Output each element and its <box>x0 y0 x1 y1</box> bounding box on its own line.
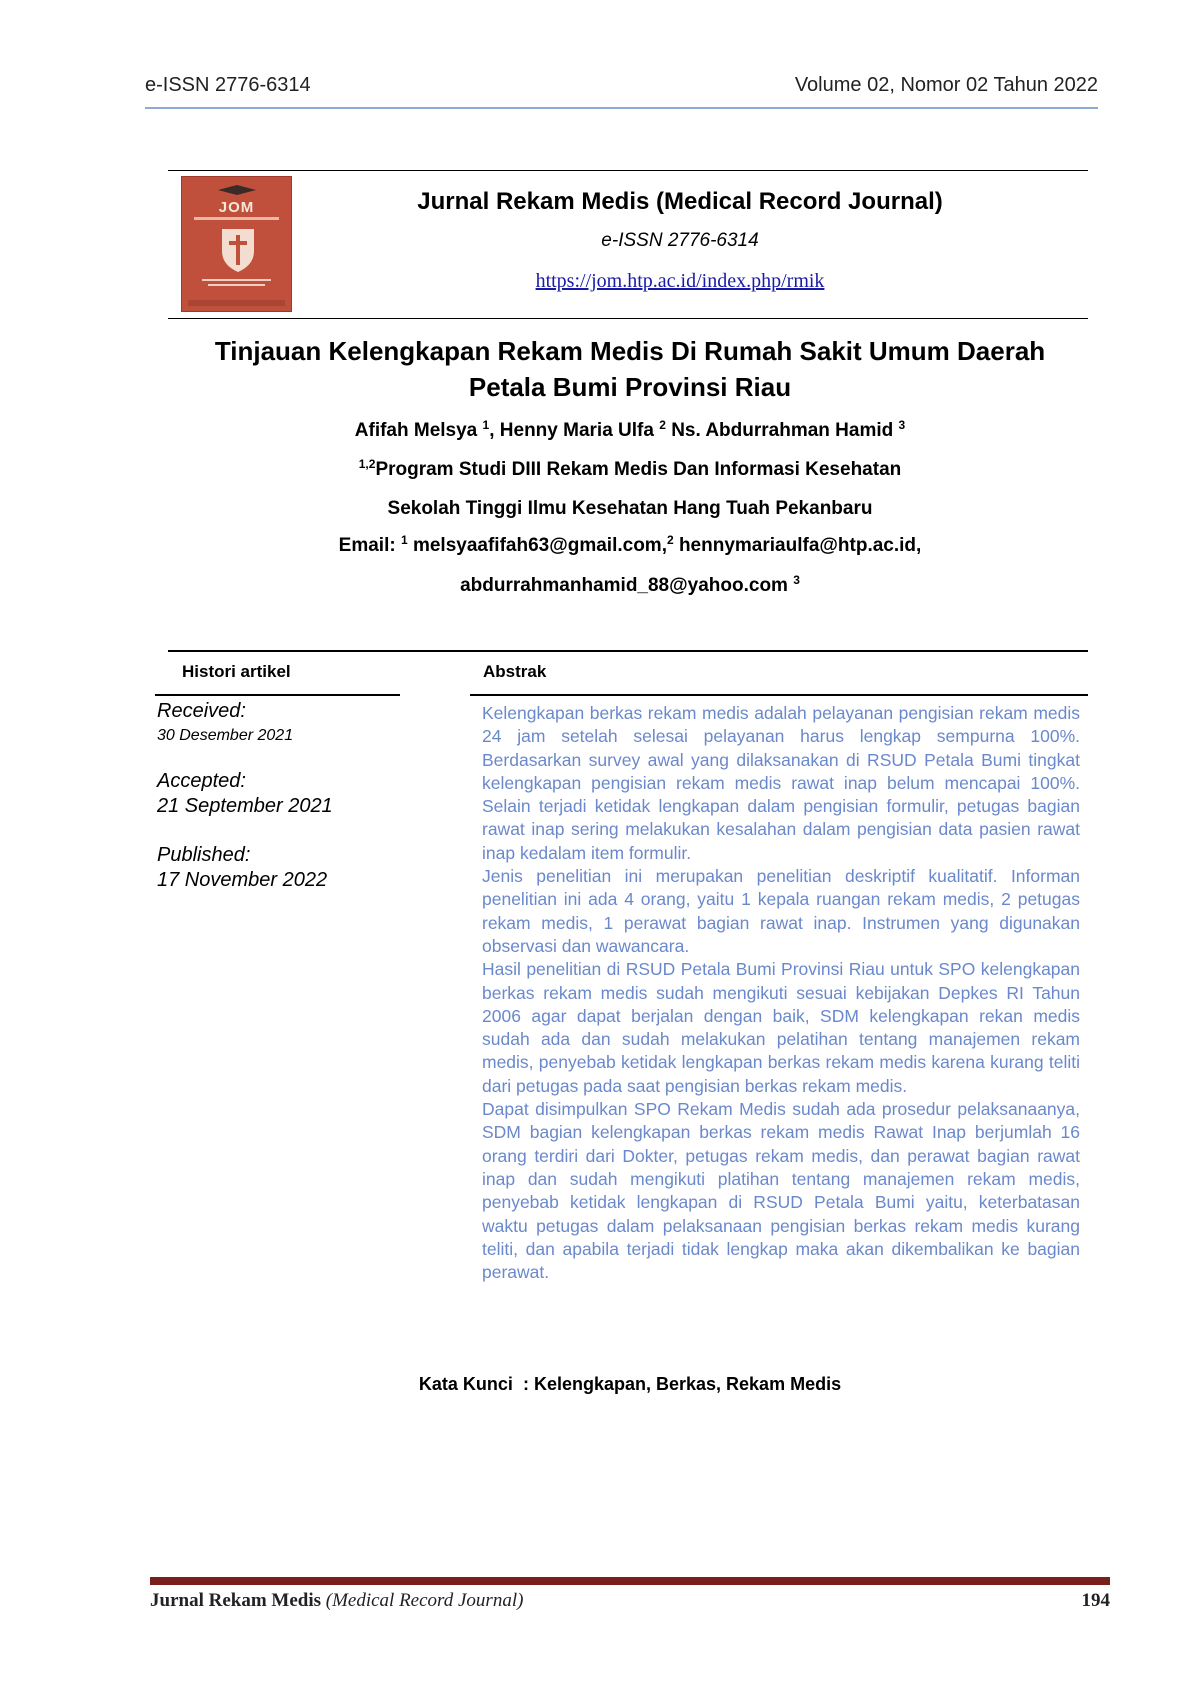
abstract-paragraph: Hasil penelitian di RSUD Petala Bumi Provinsi Riau untuk SPO kelengkapan berkas rekam medis sudah mengikuti sesuai kebijakan Depkes RI Tahun 2006 agar dapat berjalan dengan baik, SDM kelengkapan rekan medis sudah ada dan sudah melakukan pelatihan tentang manajemen rekam medis, penyebab ketidak lengkapan berkas rekam medis karena kurang teliti dari petugas pada saat pengisian berkas rekam medis. <box>482 959 1080 1096</box>
journal-cover-image <box>181 176 292 312</box>
paper-title-line: Petala Bumi Provinsi Riau <box>468 372 792 402</box>
abstract-heading-rule <box>470 694 1088 696</box>
published-date: 17 November 2022 <box>157 869 328 891</box>
cover-text-line <box>202 279 271 281</box>
footer-journal: Jurnal Rekam Medis <box>150 1590 321 1611</box>
running-header-volume: Volume 02, Nomor 02 Tahun 2022 <box>794 74 1098 96</box>
abstract-paragraph: Kelengkapan berkas rekam medis adalah pelayanan pengisian rekam medis 24 jam setelah selesai pelayanan harus lengkap sempurna 100%. Berdasarkan survey awal yang dilaksanakan di RSUD Petala Bumi tingkat kelengkapan pengisian rekam medis rawat inap belum mencapai 100%. Selain terjadi ketidak lengkapan dalam pengisian formulir, petugas bagian rawat inap sering melakukan kesalahan dalam pengisian data pasien rawat inap kedalam item formulir. <box>482 703 1080 863</box>
author-name: Ns. Abdurrahman Hamid <box>671 420 894 441</box>
abstract-body <box>482 702 1080 1284</box>
footer-rule <box>150 1577 1110 1585</box>
shield-emblem-icon <box>218 227 258 273</box>
keywords-value: Kelengkapan, Berkas, Rekam Medis <box>533 1374 842 1394</box>
abstract-paragraph: Jenis penelitian ini merupakan penelitian deskriptif kualitatif. Informan penelitian ini ada 4 orang, yaitu 1 kepala ruangan rekam medis, 2 petugas rekam medis, 1 perawat bagian rawat inap. Instrumen yang digunakan observasi dan wawancara. <box>482 866 1080 956</box>
masthead-bottom-rule <box>168 318 1088 319</box>
paper-title <box>150 333 1110 405</box>
keywords-label: Kata Kunci <box>418 1374 513 1394</box>
author-name: Afifah Melsya <box>354 420 478 441</box>
abstract-heading: Abstrak <box>483 662 547 681</box>
received-block <box>157 700 457 745</box>
masthead-top-rule <box>168 170 1088 171</box>
email-superscript: 3 <box>793 573 800 587</box>
history-heading: Histori artikel <box>182 662 291 681</box>
affiliation-text: Program Studi DIII Rekam Medis Dan Informasi Kesehatan <box>375 459 902 480</box>
history-heading-rule <box>155 694 400 696</box>
published-block <box>157 844 457 892</box>
running-header-issn: e-ISSN 2776-6314 <box>145 74 311 96</box>
email-label: Email: <box>338 535 396 556</box>
accepted-label: Accepted: <box>157 770 246 792</box>
cover-footer-band <box>188 300 285 306</box>
keywords-line <box>150 1374 1110 1395</box>
affiliation-superscript: 1,2 <box>358 457 376 471</box>
received-date: 30 Desember 2021 <box>157 727 294 744</box>
footer-journal-name <box>150 1590 523 1612</box>
journal-title: Jurnal Rekam Medis (Medical Record Journal) <box>417 188 943 215</box>
affiliation-program <box>150 459 1110 481</box>
graduation-cap-icon <box>218 185 256 195</box>
journal-url-link[interactable]: https://jom.htp.ac.id/index.php/rmik <box>535 270 825 292</box>
page-number: 194 <box>1081 1590 1110 1611</box>
email-superscript: 2 <box>666 533 674 547</box>
email-address[interactable]: hennymariaulfa@htp.ac.id, <box>678 535 922 556</box>
email-line <box>150 535 1110 557</box>
cover-label: JOM <box>218 199 255 216</box>
author-superscript: 3 <box>898 418 906 432</box>
info-table-top-rule <box>168 650 1088 652</box>
email-address[interactable]: abdurrahmanhamid_88@yahoo.com <box>460 575 788 596</box>
abstract-paragraph: Dapat disimpulkan SPO Rekam Medis sudah ada prosedur pelaksanaanya, SDM bagian kelengkapan berkas rekam medis Rawat Inap berjumlah 16 orang terdiri dari Dokter, petugas rekam medis, dan perawat bagian rawat inap dan sudah mengikuti platihan tentang manajemen rekam medis, penyebab ketidak lengkapan di RSUD Petala Bumi yaitu, keterbatasan waktu petugas dalam pelaksanaan pengisian berkas rekam medis kurang teliti, dan apabila terjadi tidak lengkap maka akan dikembalikan ke bagian perawat. <box>482 1099 1080 1283</box>
author-list: Afifah Melsya $^1$, Henny Maria Ulfa $^2$ Ns. Abdurrahman Hamid $^3$ <box>354 418 906 441</box>
accepted-block <box>157 770 457 818</box>
email-superscript: 1 <box>400 533 408 547</box>
received-label: Received: <box>157 700 246 722</box>
affiliation-institution: Sekolah Tinggi Ilmu Kesehatan Hang Tuah Pekanbaru <box>387 498 873 519</box>
footer-journal-italic: (Medical Record Journal) <box>325 1590 524 1611</box>
keywords-separator: : <box>522 1374 529 1394</box>
published-label: Published: <box>157 844 251 866</box>
author-superscript: 2 <box>659 418 666 432</box>
cover-text-line <box>208 284 265 286</box>
email-address[interactable]: melsyaafifah63@gmail.com, <box>412 535 667 556</box>
header-divider <box>145 107 1098 109</box>
email-line-continued <box>150 575 1110 597</box>
journal-issn: e-ISSN 2776-6314 <box>601 230 759 251</box>
cover-tagline <box>194 217 279 220</box>
accepted-date: 21 September 2021 <box>157 795 333 817</box>
paper-title-line: Tinjauan Kelengkapan Rekam Medis Di Rumah Sakit Umum Daerah <box>214 336 1046 366</box>
author-name: Henny Maria Ulfa <box>499 420 654 441</box>
author-superscript: 1 <box>482 418 490 432</box>
